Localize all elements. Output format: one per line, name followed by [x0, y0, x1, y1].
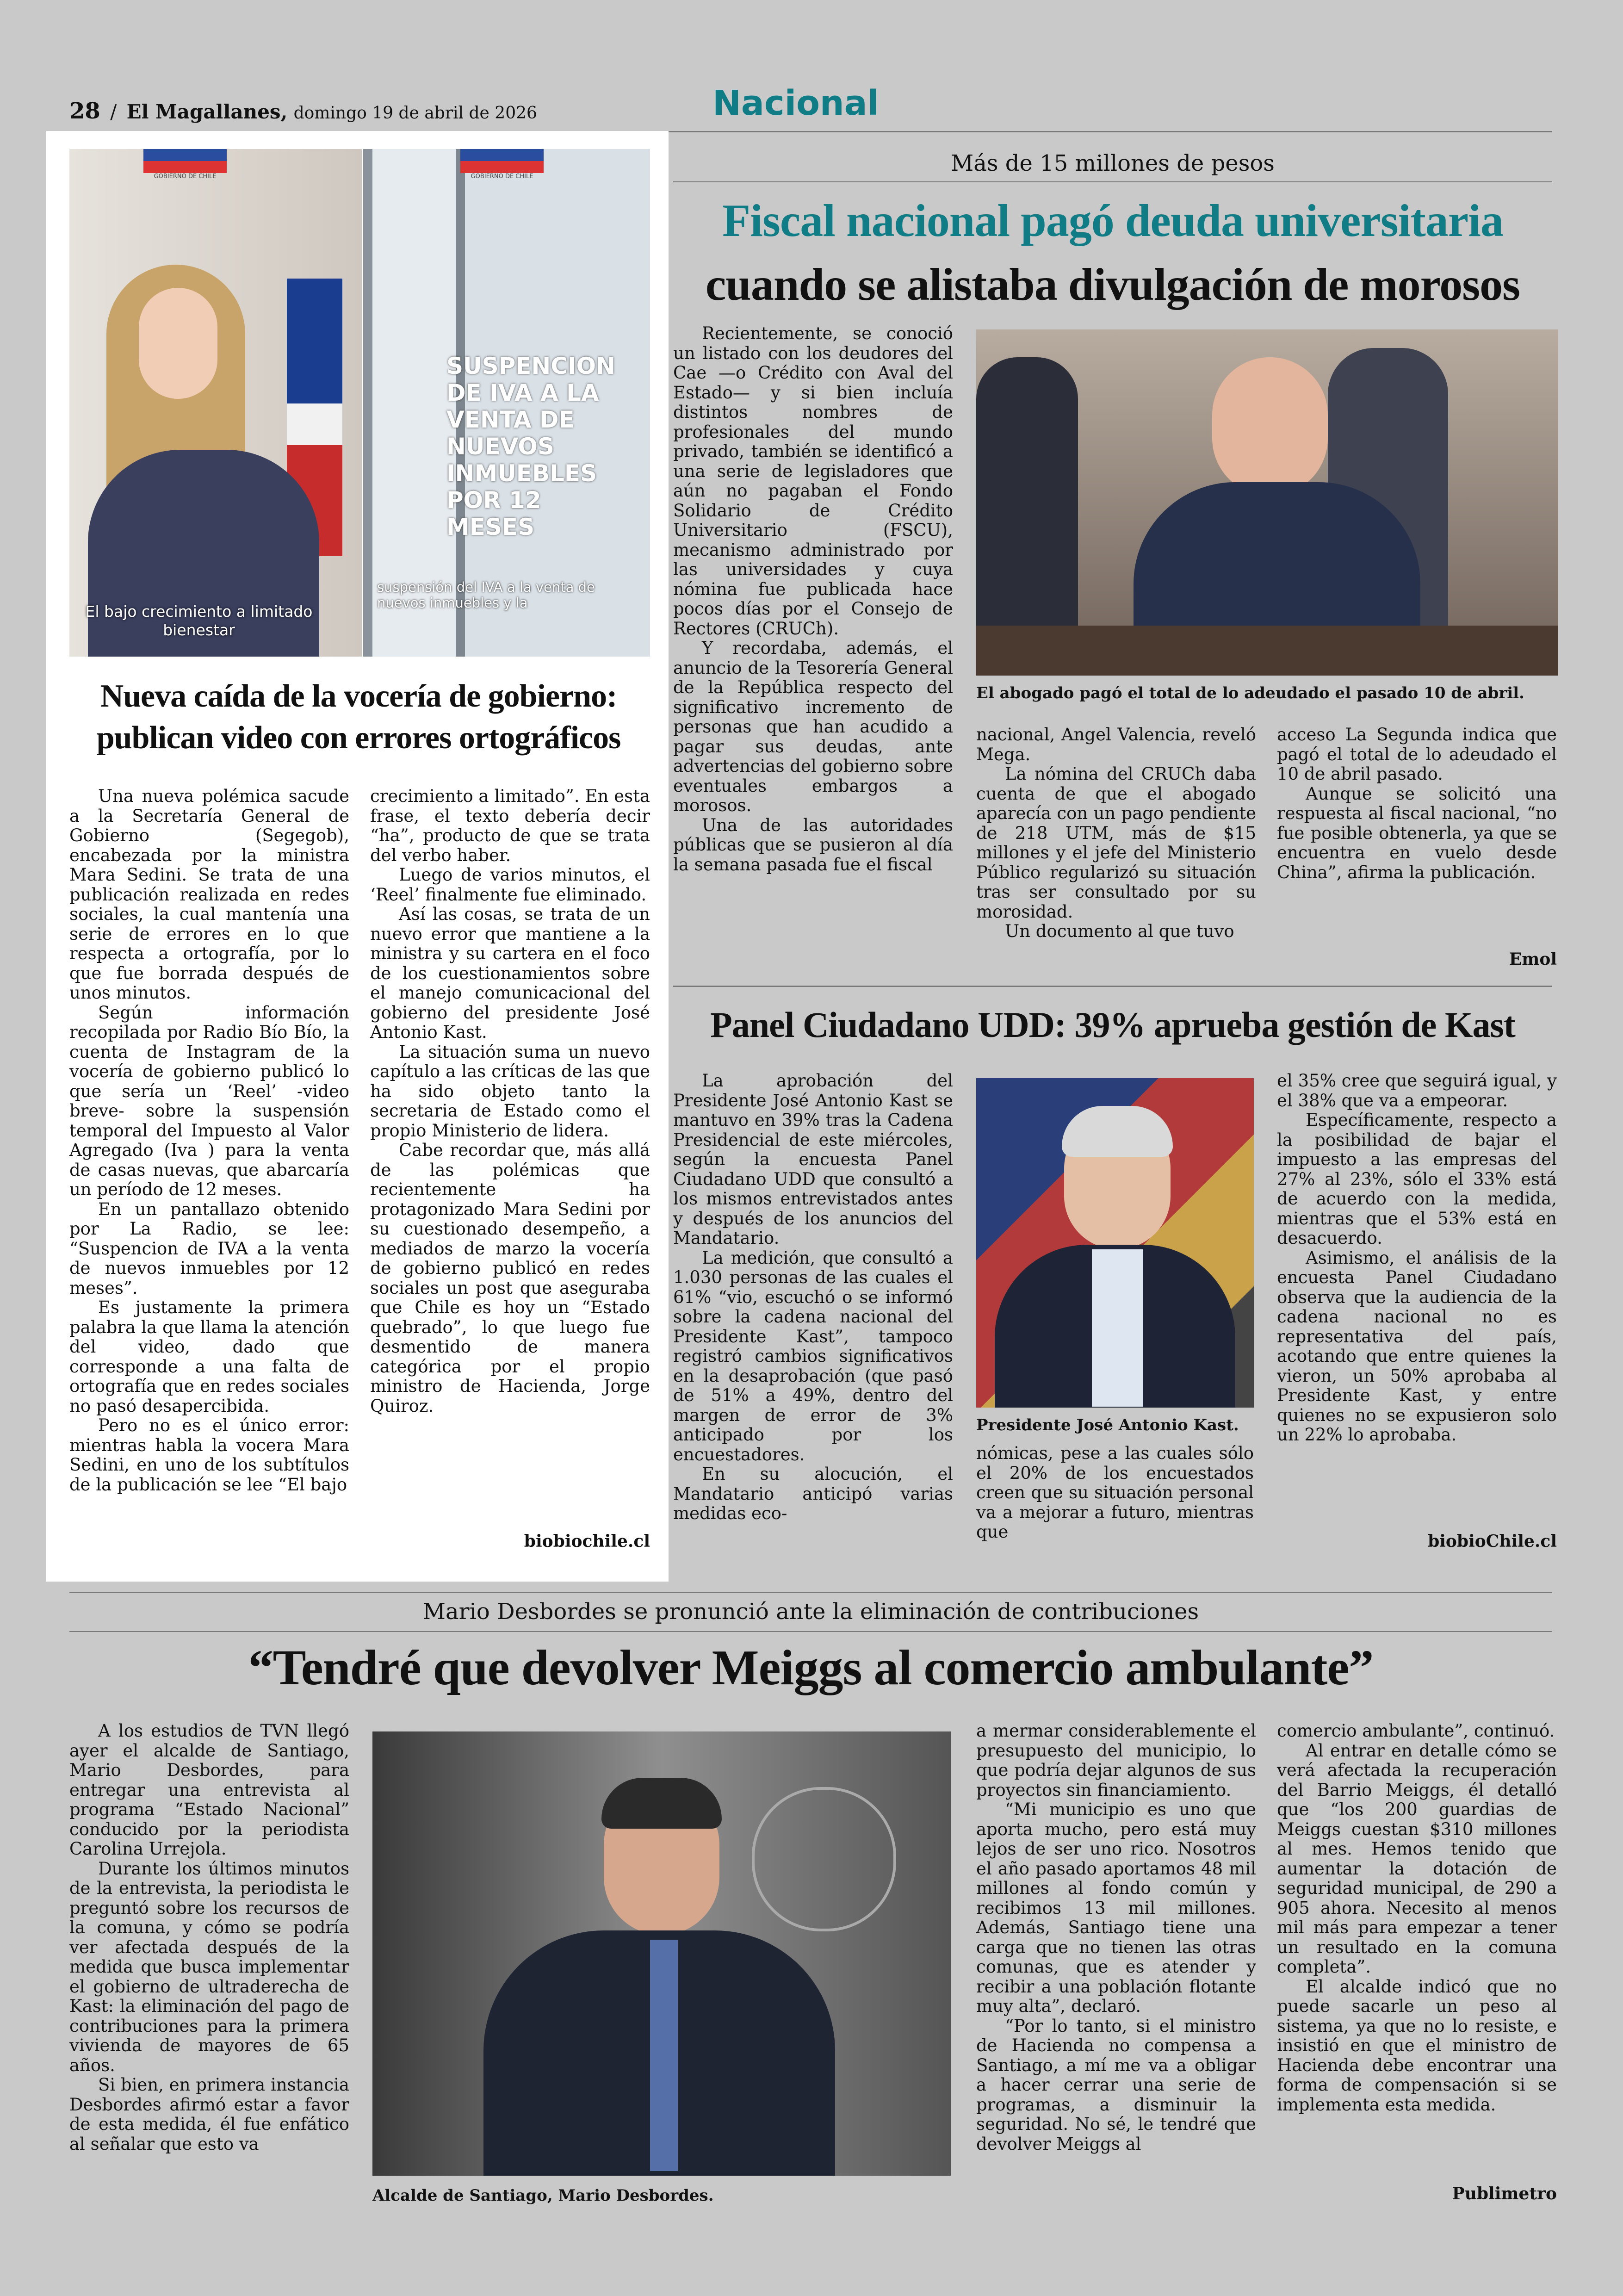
- kast-shirt: [1092, 1249, 1143, 1407]
- paragraph: a mermar considerablemente el presupuesto del municipio, lo que podría dejar algunos de sus proyectos sin financiamiento.: [976, 1721, 1256, 1800]
- paragraph: Luego de varios minutos, el ‘Reel’ finalmente fue eliminado.: [370, 865, 650, 905]
- paragraph: Específicamente, respecto a la posibilidad de bajar el impuesto a las empresas del 27% al 23%, sólo el 33% está de acuerdo con la medida, mientras que el 53% está en desacuerdo.: [1277, 1110, 1557, 1248]
- fiscal-col2: [976, 725, 1256, 942]
- fiscal-caption: El abogado pagó el total de lo adeudado el pasado 10 de abril.: [976, 684, 1524, 702]
- paragraph: En un pantallazo obtenido por La Radio, se lee: “Suspencion de IVA a la venta de nuevos inmuebles por 12 meses”.: [69, 1199, 349, 1298]
- kast-photo: [976, 1078, 1254, 1408]
- logo-left: [143, 149, 227, 180]
- meiggs-kicker: Mario Desbordes se pronunció ante la eliminación de contribuciones: [422, 1599, 1199, 1625]
- paragraph: Aunque se solicitó una respuesta al fiscal nacional, “no fue posible obtenerla, ya que se encuentra en vuelo desde China”, afirma la publicación.: [1277, 783, 1557, 882]
- paragraph: La medición, que consultó a 1.030 personas de las cuales el 61% “vio, escuchó o se informó sobre la cadena nacional del Presidente Kast”, tampoco registró cambios significativos en la desaprobación (que pasó de 51% a 49%, dentro del margen de error de 3% anticipado por los encuestadores.: [673, 1247, 953, 1464]
- paragraph: Es justamente la primera palabra la que llama la atención del video, dado que corresponde a una falta de ortografía que en redes sociales no pasó desapercibida.: [69, 1297, 349, 1416]
- paragraph: Así las cosas, se trata de un nuevo error que mantiene a la ministra y su cartera en el foco de los cuestionamientos sobre el manejo comunicacional del gobierno del presidente José Antonio Kast.: [370, 904, 650, 1042]
- meiggs-col3: [1277, 1721, 1557, 2115]
- voceria-col2: [370, 787, 650, 1416]
- logo-left-text: GOBIERNO DE CHILE: [154, 173, 217, 180]
- meiggs-col1: [69, 1721, 349, 2154]
- minister-face: [139, 288, 217, 399]
- meiggs-source: Publimetro: [1452, 2184, 1557, 2203]
- desbordes-photo: [372, 1731, 951, 2176]
- paragraph: Según información recopilada por Radio Bío Bío, la cuenta de Instagram de la vocería de gobierno publicó lo que sería un ‘Reel’ -video breve- sobre la suspensión temporal del Impuesto al Valor Agregado (Iva ) para la venta de casas nuevas, que abarcaría un período de 12 meses.: [69, 1002, 349, 1199]
- paragraph: Asimismo, el análisis de la encuesta Panel Ciudadano observa que la audiencia de la cadena nacional no es representativa del país, acotando que entre quienes la vieron, un 50% aprobaba al Presidente Kast, y entre quienes no se expusieron solo un 22% lo aprobaba.: [1277, 1247, 1557, 1445]
- paragraph: Una de las autoridades públicas que se pusieron al día la semana pasada fue el fiscal: [673, 815, 953, 875]
- fiscal-title-line2: cuando se alistaba divulgación de morosos: [705, 259, 1520, 310]
- fiscal-bottom-rule: [673, 986, 1552, 987]
- reel-subtitle: suspensión del IVA a la venta de nuevos inmuebles y la: [377, 579, 595, 611]
- paragraph: el 35% cree que seguirá igual, y el 38% que va a empeorar.: [1277, 1071, 1557, 1111]
- fiscal-photo: [976, 329, 1558, 676]
- paragraph: comercio ambulante”, continuó.: [1277, 1721, 1555, 1741]
- paragraph: acceso La Segunda indica que pagó el total de lo adeudado el 10 de abril pasado.: [1277, 725, 1557, 784]
- paragraph: Y recordaba, además, el anuncio de la Tesorería General de la República respecto del significativo incremento de personas que han acudido a pagar sus deudas, ante advertencias del gobierno sobre eventuales embargos a morosos.: [673, 638, 953, 815]
- meiggs-caption: Alcalde de Santiago, Mario Desbordes.: [372, 2186, 714, 2205]
- paragraph: Una nueva polémica sacude a la Secretaría General de Gobierno (Segegob), encabezada por la ministra Mara Sedini. Se trata de una publicación realizada en redes sociales, la cual mantenía una serie de errores en lo que respecta a ortografía, por lo que fue borrada después de unos minutos.: [69, 786, 349, 1003]
- paragraph: La situación suma un nuevo capítulo a las críticas de las que ha sido objeto tanto la secretaria de Estado como el propio Ministerio de lidera.: [370, 1042, 650, 1141]
- header-separator: /: [110, 100, 117, 123]
- fiscal-kicker-rule: [673, 181, 1552, 182]
- voceria-photo-left: [69, 149, 362, 657]
- panel-caption: Presidente José Antonio Kast.: [976, 1416, 1239, 1434]
- voceria-source: biobiochile.cl: [524, 1532, 650, 1551]
- paragraph: En su alocución, el Mandatario anticipó varias medidas eco-: [673, 1464, 953, 1523]
- voceria-title-line1: Nueva caída de la vocería de gobierno:: [100, 678, 617, 714]
- voceria-title-line2: publican video con errores ortográficos: [96, 720, 621, 756]
- paragraph: La nómina del CRUCh daba cuenta de que el abogado aparecía con un pago pendiente de 218 UTM, más de $15 millones y el jefe del Ministerio Público regularizó su situación tras ser consultado por su morosidad.: [976, 764, 1256, 922]
- page-number: 28: [69, 98, 100, 124]
- paragraph: El alcalde indicó que no puede sacarle un peso al sistema, ya que no lo resiste, e insistió en que el ministro de Hacienda debe encontrar una forma de compensación si se implementa esta medida.: [1277, 1976, 1557, 2115]
- photo-left-caption: El bajo crecimiento a limitado bienestar: [85, 602, 313, 639]
- paragraph: Pero no es el único error: mientras habla la vocera Mara Sedini, en uno de los subtítulos de la publicación se lee “El bajo: [69, 1415, 349, 1495]
- paragraph: Durante los últimos minutos de la entrevista, la periodista le preguntó sobre los recursos de la comuna, y cómo se podría ver afectada después de la medida que busca implementar el gobierno de ultraderecha de Kast: la eliminación del pago de contribuciones para la primera vivienda de mayores de 65 años.: [69, 1858, 349, 2075]
- desbordes-hair: [601, 1778, 722, 1829]
- meiggs-title: “Tendré que devolver Meiggs al comercio ambulante”: [248, 1640, 1374, 1695]
- panel-col2: [976, 1444, 1254, 1542]
- desbordes-tie: [650, 1940, 678, 2171]
- paragraph: crecimiento a limitado”. En esta frase, el texto debería decir “ha”, producto de que se trata del verbo haber.: [370, 786, 650, 865]
- fiscal-kicker: Más de 15 millones de pesos: [951, 150, 1275, 176]
- voceria-title: [51, 676, 666, 759]
- fiscal-title-line1: Fiscal nacional pagó deuda universitaria: [722, 195, 1503, 246]
- reel-overlay-text: SUSPENCION DE IVA A LA VENTA DE NUEVOS INMUEBLES POR 12 MESES: [446, 353, 615, 540]
- fiscal-col3: [1277, 725, 1557, 882]
- paragraph: nacional, Angel Valencia, reveló Mega.: [976, 725, 1256, 764]
- paragraph: nómicas, pese a las cuales sólo el 20% de los encuestados creen que su situación personal va a mejorar a futuro, mientras que: [976, 1443, 1254, 1542]
- voceria-col1: [69, 787, 349, 1495]
- meiggs-col2: [976, 1721, 1256, 2154]
- fiscal-col1: [673, 324, 953, 875]
- panel-title: Panel Ciudadano UDD: 39% aprueba gestión de Kast: [710, 1005, 1515, 1045]
- meiggs-top-rule: [69, 1592, 1552, 1593]
- logo-right-text: GOBIERNO DE CHILE: [471, 173, 533, 180]
- paragraph: Un documento al que tuvo: [1005, 921, 1234, 941]
- logo-right: [460, 149, 544, 180]
- paragraph: Al entrar en detalle cómo se verá afectada la recuperación del Barrio Meiggs, él detalló que “los 200 guardias de Meiggs cuestan $310 millones al mes. Hemos tenido que aumentar la dotación de seguridad municipal, de 290 a 905 ahora. Necesito al menos mil más para empezar a tener un resultado en la comuna completa”.: [1277, 1740, 1557, 1977]
- fiscal-head: [1212, 357, 1328, 496]
- page-date: domingo 19 de abril de 2026: [293, 104, 537, 123]
- panel-source: biobioChile.cl: [1428, 1532, 1557, 1551]
- kast-hair: [1062, 1106, 1173, 1157]
- panel-col3: [1277, 1071, 1557, 1445]
- voceria-photo-right: [363, 149, 650, 657]
- paragraph: Cabe recordar que, más allá de las polémicas que recientemente ha protagonizado Mara Sedini por su cuestionado desempeño, a mediados de marzo la vocería de gobierno publicó en redes sociales un post que aseguraba que Chile es hoy un “Estado quebrado”, lo que luego fue desmentido de manera categórica por el propio ministro de Hacienda, Jorge Quiroz.: [370, 1140, 650, 1416]
- paragraph: A los estudios de TVN llegó ayer el alcalde de Santiago, Mario Desbordes, para entregar una entrevista al programa “Estado Nacional” conducido por la periodista Carolina Urrejola.: [69, 1721, 349, 1859]
- fiscal-source: Emol: [1509, 949, 1557, 969]
- panel-col1: [673, 1071, 953, 1524]
- studio-emblem: [752, 1787, 896, 1931]
- paragraph: “Por lo tanto, si el ministro de Hacienda no compensa a Santiago, a mí me va a obligar a hacer cerrar una serie de programas, a disminuir la seguridad. No sé, le tendré que devolver Meiggs al: [976, 2016, 1256, 2154]
- paragraph: “Mi municipio es uno que aporta mucho, pero está muy lejos de ser uno rico. Nosotros el año pasado aportamos 48 mil millones al fondo común y recibimos 13 mil millones. Además, Santiago tiene una carga que no tienen las otras comunas, que es atender y recibir a una población flotante muy alta”, declaró.: [976, 1800, 1256, 2016]
- paragraph: Recientemente, se conoció un listado con los deudores del Cae —o Crédito con Aval del Estado— y si bien incluía distintos nombres de profesionales del mundo privado, también se identificó a una serie de legisladores que aún no pagaban el Fondo Solidario de Crédito Universitario (FSCU), mecanismo administrado por las universidades y cuya nómina fue publicada hace pocos días por el Consejo de Rectores (CRUCh).: [673, 323, 953, 639]
- newspaper-name: El Magallanes,: [126, 100, 288, 123]
- header-rule: [666, 131, 1552, 132]
- meiggs-kicker-rule: [69, 1631, 1552, 1632]
- paragraph: La aprobación del Presidente José Antonio Kast se mantuvo en 39% tras la Cadena Presidencial de este miércoles, según la encuesta Panel Ciudadano UDD que consultó a los mismos entrevistados antes y después de los anuncios del Mandatario.: [673, 1071, 953, 1248]
- desk: [976, 626, 1558, 676]
- paragraph: Si bien, en primera instancia Desbordes afirmó estar a favor de esta medida, él fue enfático al señalar que esto va: [69, 2075, 349, 2154]
- section-name: Nacional: [712, 83, 879, 123]
